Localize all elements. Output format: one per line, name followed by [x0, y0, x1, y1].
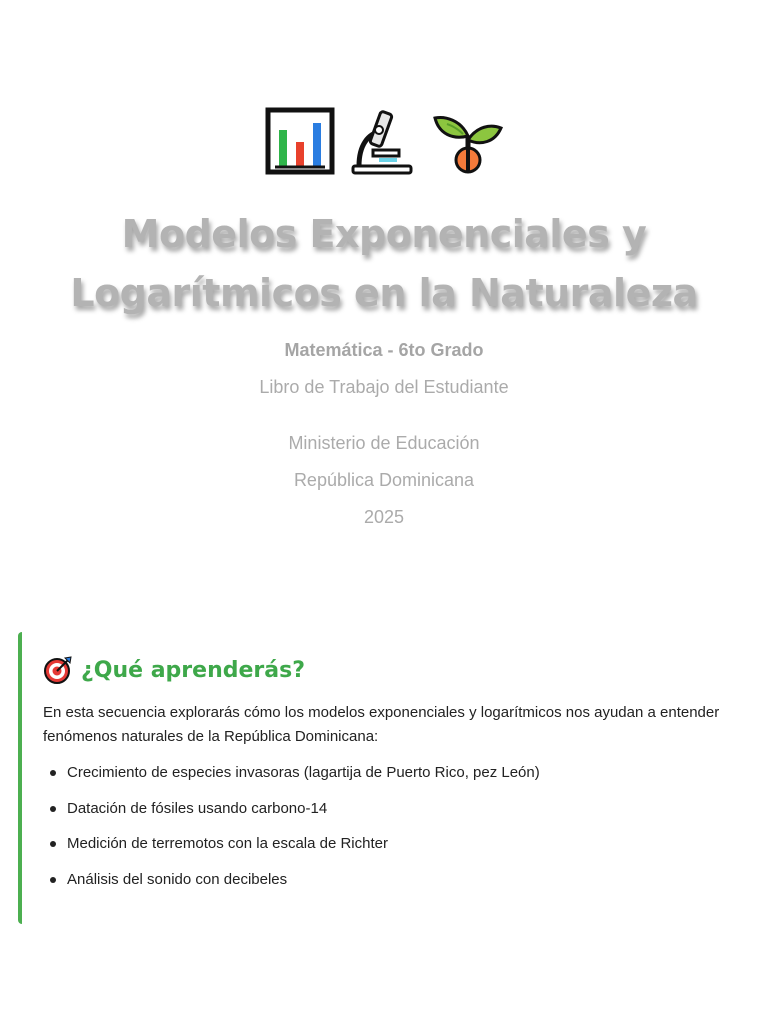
- learning-list: [43, 762, 743, 904]
- header-icons: [0, 106, 768, 176]
- microscope-icon: [349, 106, 419, 176]
- target-icon: [43, 655, 73, 685]
- country-label: República Dominicana: [293, 470, 475, 490]
- subject-label: Matemática - 6to Grado: [284, 340, 484, 360]
- page-title: [0, 205, 768, 323]
- list-item: Medición de terremotos con la escala de Richter: [43, 833, 743, 869]
- seedling-icon: [433, 106, 503, 176]
- book-type-label: Libro de Trabajo del Estudiante: [259, 377, 509, 397]
- ministry-label: Ministerio de Educación: [288, 433, 480, 453]
- title-line-1: Modelos Exponenciales y: [121, 212, 647, 256]
- list-item: Datación de fósiles usando carbono-14: [43, 798, 743, 834]
- list-item: Análisis del sonido con decibeles: [43, 869, 743, 905]
- year-label: 2025: [363, 507, 405, 527]
- list-item: Crecimiento de especies invasoras (lagartija de Puerto Rico, pez León): [43, 762, 743, 798]
- learning-intro: En esta secuencia explorarás cómo los modelos exponenciales y logarítmicos nos ayudan a entender fenómenos naturales de la República Dominicana:: [43, 704, 720, 745]
- learning-heading: [43, 655, 305, 685]
- bar-chart-icon: [265, 106, 335, 176]
- title-line-2: Logarítmicos en la Naturaleza: [70, 271, 698, 315]
- learning-title: ¿Qué aprenderás?: [81, 657, 305, 683]
